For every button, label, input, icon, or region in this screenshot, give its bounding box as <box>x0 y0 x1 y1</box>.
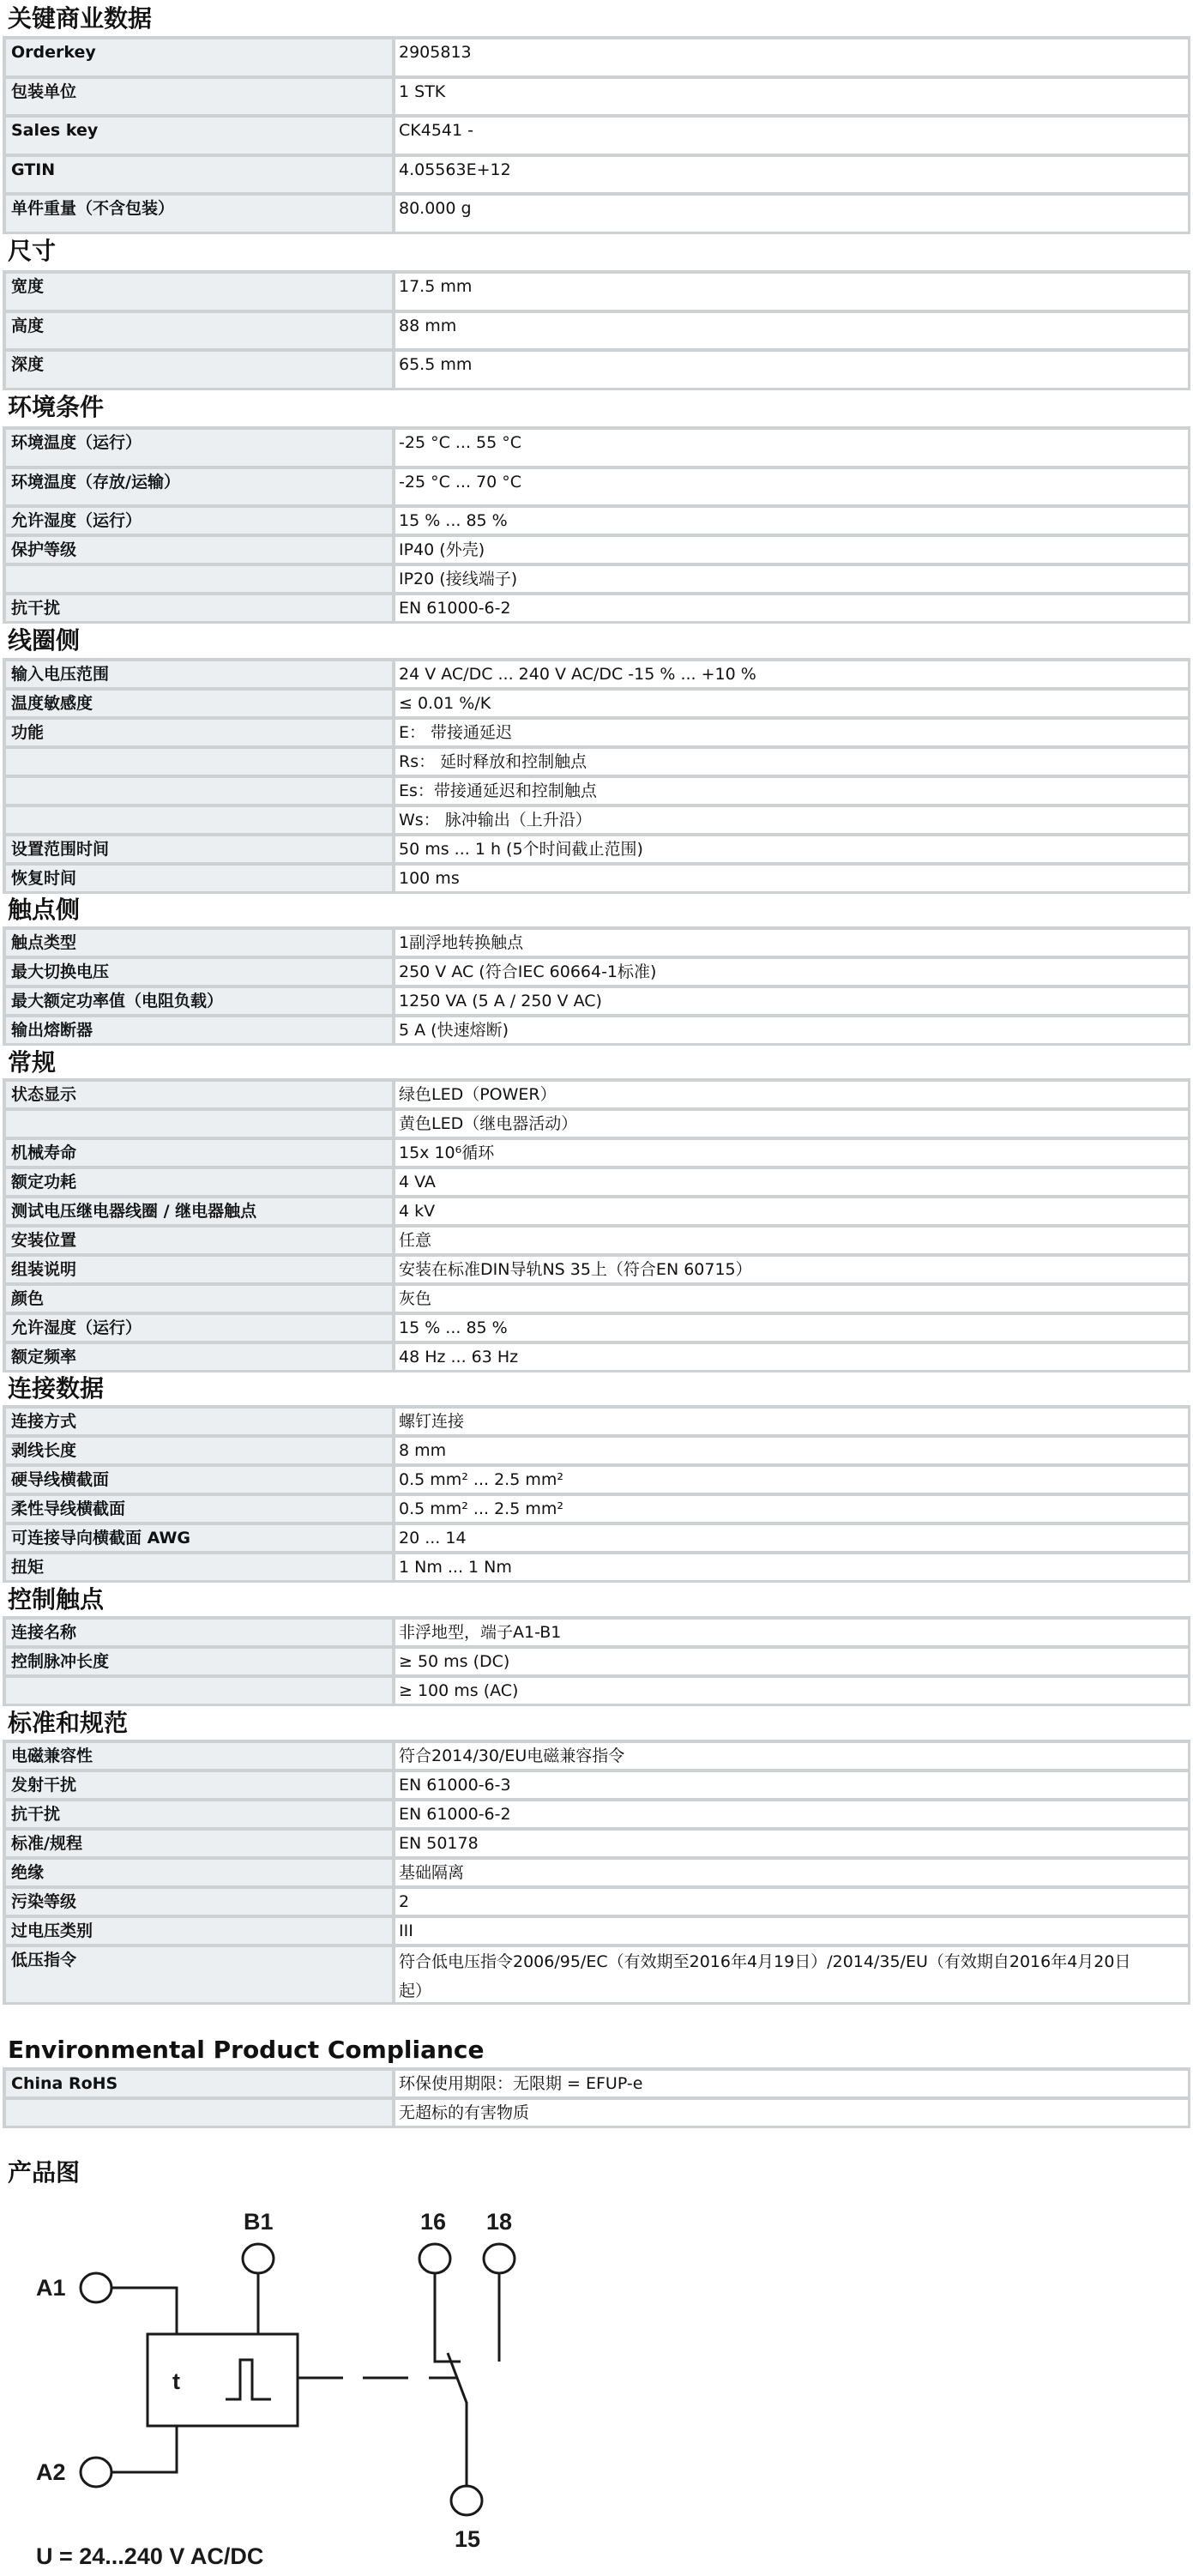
table-row <box>6 1198 1188 1228</box>
row-label: 电磁兼容性 <box>6 1743 392 1769</box>
row-label: 安装位置 <box>6 1228 392 1253</box>
terminal-a2-icon <box>81 2458 111 2487</box>
row-value: -25 °C ... 55 °C <box>395 430 1188 466</box>
table-row <box>6 988 1188 1017</box>
row-value: 8 mm <box>395 1438 1188 1463</box>
row-value: 螺钉连接 <box>395 1409 1188 1434</box>
section-title: 控制触点 <box>8 1585 105 1614</box>
table-row <box>6 866 1188 891</box>
table-row <box>6 1344 1188 1370</box>
row-label: China RoHS <box>6 2071 392 2096</box>
row-value: 0.5 mm² ... 2.5 mm² <box>395 1467 1188 1493</box>
env-compliance-table <box>3 2067 1190 2128</box>
supply-voltage-note: U = 24...240 V AC/DC <box>36 2543 264 2569</box>
row-label: 深度 <box>6 352 392 388</box>
row-label: Orderkey <box>6 39 392 75</box>
row-value: III <box>395 1918 1188 1944</box>
row-label: 污染等级 <box>6 1889 392 1915</box>
table-row <box>6 1860 1188 1889</box>
row-value: 15x 10⁶循环 <box>395 1140 1188 1166</box>
row-value: 5 A (快速熔断) <box>395 1017 1188 1043</box>
section-title: 环境条件 <box>8 393 105 421</box>
row-value: 0.5 mm² ... 2.5 mm² <box>395 1496 1188 1522</box>
table-row <box>6 1889 1188 1918</box>
row-label: 恢复时间 <box>6 866 392 891</box>
table-row <box>6 79 1188 118</box>
table-row <box>6 1286 1188 1315</box>
section-title: 触点侧 <box>8 896 81 924</box>
table-row <box>6 39 1188 79</box>
row-value: 1 Nm ... 1 Nm <box>395 1554 1188 1580</box>
row-label: 状态显示 <box>6 1082 392 1107</box>
table-row <box>6 1228 1188 1257</box>
table-row <box>6 1801 1188 1831</box>
table-row <box>6 2071 1188 2100</box>
table-row <box>6 836 1188 866</box>
table-row <box>6 118 1188 157</box>
row-label: 触点类型 <box>6 930 392 956</box>
row-value: Es：带接通延迟和控制触点 <box>395 778 1188 804</box>
table-row <box>6 1525 1188 1554</box>
row-value: 环保使用期限：无限期 = EFUP-e <box>395 2071 1188 2096</box>
dimensions-table <box>3 270 1190 390</box>
row-value: 非浮地型，端子A1-B1 <box>395 1620 1188 1645</box>
table-row <box>6 1554 1188 1580</box>
table-row <box>6 720 1188 749</box>
row-label <box>6 1678 392 1704</box>
table-row <box>6 691 1188 720</box>
row-label: 扭矩 <box>6 1554 392 1580</box>
row-value: 任意 <box>395 1228 1188 1253</box>
table-row <box>6 469 1188 509</box>
row-value: 15 % ... 85 % <box>395 508 1188 534</box>
row-value: 2 <box>395 1889 1188 1915</box>
row-value: ≥ 50 ms (DC) <box>395 1649 1188 1674</box>
table-row <box>6 1649 1188 1678</box>
table-row <box>6 1315 1188 1344</box>
table-row <box>6 1678 1188 1704</box>
row-label: 宽度 <box>6 274 392 310</box>
row-value: 80.000 g <box>395 196 1188 232</box>
terminal-16-icon <box>419 2244 450 2273</box>
row-value: Rs： 延时释放和控制触点 <box>395 749 1188 775</box>
table-row <box>6 1438 1188 1467</box>
section-title: 线圈侧 <box>8 626 81 655</box>
table-row <box>6 1947 1188 2002</box>
row-label: 连接方式 <box>6 1409 392 1434</box>
contact-side-table <box>3 926 1190 1046</box>
terminal-15-icon <box>451 2486 482 2515</box>
row-label: 绝缘 <box>6 1860 392 1885</box>
section-title: 尺寸 <box>8 237 57 265</box>
pulse-icon <box>226 2360 271 2399</box>
row-value: Ws： 脉冲输出（上升沿） <box>395 807 1188 833</box>
row-value: EN 50178 <box>395 1831 1188 1856</box>
row-label <box>6 778 392 804</box>
row-value: 4 VA <box>395 1169 1188 1195</box>
row-label: 设置范围时间 <box>6 836 392 862</box>
table-row <box>6 1082 1188 1111</box>
terminal-18-icon <box>484 2244 515 2273</box>
row-label <box>6 1111 392 1137</box>
row-value: 20 ... 14 <box>395 1525 1188 1551</box>
row-value: EN 61000-6-2 <box>395 595 1188 621</box>
table-row <box>6 930 1188 959</box>
table-row <box>6 1467 1188 1496</box>
table-row <box>6 1496 1188 1525</box>
row-label: 输出熔断器 <box>6 1017 392 1043</box>
table-row <box>6 1831 1188 1860</box>
row-label: 剥线长度 <box>6 1438 392 1463</box>
terminal-b1-icon <box>243 2244 274 2273</box>
connection-table <box>3 1405 1190 1583</box>
terminal-label-a1: A1 <box>36 2275 66 2301</box>
row-label: GTIN <box>6 157 392 193</box>
row-label: 硬导线横截面 <box>6 1467 392 1493</box>
row-label: 最大额定功率值（电阻负载） <box>6 988 392 1014</box>
row-label: Sales key <box>6 118 392 154</box>
terminal-a1-icon <box>81 2273 111 2302</box>
row-value: ≤ 0.01 %/K <box>395 691 1188 716</box>
row-label <box>6 807 392 833</box>
row-label: 额定频率 <box>6 1344 392 1370</box>
table-row <box>6 1918 1188 1947</box>
row-value: 50 ms ... 1 h (5个时间截止范围) <box>395 836 1188 862</box>
terminal-label-b1: B1 <box>244 2209 274 2235</box>
row-label: 连接名称 <box>6 1620 392 1645</box>
terminal-label-18: 18 <box>486 2209 513 2235</box>
row-value: 250 V AC (符合IEC 60664-1标准) <box>395 959 1188 985</box>
row-value: E： 带接通延迟 <box>395 720 1188 745</box>
row-value: 黄色LED（继电器活动） <box>395 1111 1188 1137</box>
row-label: 柔性导线横截面 <box>6 1496 392 1522</box>
row-value: IP20 (接线端子) <box>395 566 1188 592</box>
row-value: 88 mm <box>395 313 1188 349</box>
row-value: 灰色 <box>395 1286 1188 1312</box>
coil-side-table <box>3 658 1190 894</box>
row-value: CK4541 - <box>395 118 1188 154</box>
table-row <box>6 1772 1188 1801</box>
environment-table <box>3 426 1190 624</box>
table-row <box>6 157 1188 196</box>
row-label: 抗干扰 <box>6 595 392 621</box>
timer-box <box>148 2334 298 2426</box>
table-row <box>6 661 1188 691</box>
row-value: ≥ 100 ms (AC) <box>395 1678 1188 1704</box>
row-label <box>6 749 392 775</box>
section-title: 常规 <box>8 1048 57 1077</box>
table-row <box>6 749 1188 778</box>
table-row <box>6 1169 1188 1198</box>
row-value: 48 Hz ... 63 Hz <box>395 1344 1188 1370</box>
timer-symbol: t <box>172 2368 180 2394</box>
row-value: 4.05563E+12 <box>395 157 1188 193</box>
row-value: 1 STK <box>395 79 1188 115</box>
row-value: 4 kV <box>395 1198 1188 1224</box>
standards-table <box>3 1740 1190 2005</box>
table-row <box>6 1140 1188 1169</box>
table-row <box>6 537 1188 566</box>
row-value: 17.5 mm <box>395 274 1188 310</box>
table-row <box>6 313 1188 353</box>
table-row <box>6 196 1188 232</box>
key-data-table <box>3 36 1190 234</box>
row-value: IP40 (外壳) <box>395 537 1188 563</box>
row-label: 机械寿命 <box>6 1140 392 1166</box>
row-label: 保护等级 <box>6 537 392 563</box>
section-title: Environmental Product Compliance <box>8 2036 485 2064</box>
control-contact-table <box>3 1616 1190 1706</box>
section-title: 关键商业数据 <box>8 4 153 33</box>
row-value: 1副浮地转换触点 <box>395 930 1188 956</box>
table-row <box>6 1409 1188 1438</box>
table-row <box>6 1620 1188 1649</box>
table-row <box>6 1743 1188 1772</box>
section-title: 产品图 <box>8 2158 81 2187</box>
row-label: 过电压类别 <box>6 1918 392 1944</box>
row-value: 基础隔离 <box>395 1860 1188 1885</box>
row-value: 绿色LED（POWER） <box>395 1082 1188 1107</box>
table-row <box>6 352 1188 388</box>
row-label: 标准/规程 <box>6 1831 392 1856</box>
table-row <box>6 274 1188 313</box>
row-label: 抗干扰 <box>6 1801 392 1827</box>
table-row <box>6 1257 1188 1286</box>
row-label: 控制脉冲长度 <box>6 1649 392 1674</box>
row-value: 1250 VA (5 A / 250 V AC) <box>395 988 1188 1014</box>
row-label: 功能 <box>6 720 392 745</box>
row-value: 安装在标准DIN导轨NS 35上（符合EN 60715） <box>395 1257 1188 1282</box>
row-label: 低压指令 <box>6 1947 392 2002</box>
row-label <box>6 566 392 592</box>
table-row <box>6 566 1188 595</box>
row-label: 环境温度（运行） <box>6 430 392 466</box>
table-row <box>6 807 1188 836</box>
row-value: 65.5 mm <box>395 352 1188 388</box>
terminal-label-15: 15 <box>455 2526 481 2552</box>
row-value: 符合2014/30/EU电磁兼容指令 <box>395 1743 1188 1769</box>
section-title: 标准和规范 <box>8 1709 129 1737</box>
table-row <box>6 2100 1188 2126</box>
row-label <box>6 2100 392 2126</box>
row-label: 高度 <box>6 313 392 349</box>
row-value: 100 ms <box>395 866 1188 891</box>
table-row <box>6 430 1188 469</box>
row-label: 单件重量（不含包装） <box>6 196 392 232</box>
row-label: 测试电压继电器线圈 / 继电器触点 <box>6 1198 392 1224</box>
row-label: 最大切换电压 <box>6 959 392 985</box>
circuit-schematic-icon <box>0 2196 600 2576</box>
table-row <box>6 1017 1188 1043</box>
row-value: 24 V AC/DC ... 240 V AC/DC -15 % ... +10 % <box>395 661 1188 687</box>
table-row <box>6 508 1188 537</box>
wiring-diagram <box>0 2196 600 2576</box>
row-value: 2905813 <box>395 39 1188 75</box>
section-title: 连接数据 <box>8 1374 105 1403</box>
table-row <box>6 595 1188 621</box>
row-label: 环境温度（存放/运输） <box>6 469 392 505</box>
row-label: 包装单位 <box>6 79 392 115</box>
row-label: 温度敏感度 <box>6 691 392 716</box>
row-value: 15 % ... 85 % <box>395 1315 1188 1341</box>
row-label: 颜色 <box>6 1286 392 1312</box>
row-value: -25 °C ... 70 °C <box>395 469 1188 505</box>
row-value: EN 61000-6-3 <box>395 1772 1188 1798</box>
table-row <box>6 1111 1188 1140</box>
row-label: 输入电压范围 <box>6 661 392 687</box>
table-row <box>6 778 1188 807</box>
row-value: 符合低电压指令2006/95/EC（有效期至2016年4月19日）/2014/35/EU（有效期自2016年4月20日起） <box>395 1947 1188 2002</box>
row-label: 发射干扰 <box>6 1772 392 1798</box>
row-label: 额定功耗 <box>6 1169 392 1195</box>
terminal-label-a2: A2 <box>36 2459 66 2485</box>
row-label: 允许湿度（运行） <box>6 508 392 534</box>
row-value: 无超标的有害物质 <box>395 2100 1188 2126</box>
general-table <box>3 1078 1190 1372</box>
row-label: 可连接导向横截面 AWG <box>6 1525 392 1551</box>
table-row <box>6 959 1188 988</box>
row-label: 允许湿度（运行） <box>6 1315 392 1341</box>
terminal-label-16: 16 <box>420 2209 447 2235</box>
row-value: EN 61000-6-2 <box>395 1801 1188 1827</box>
row-label: 组装说明 <box>6 1257 392 1282</box>
